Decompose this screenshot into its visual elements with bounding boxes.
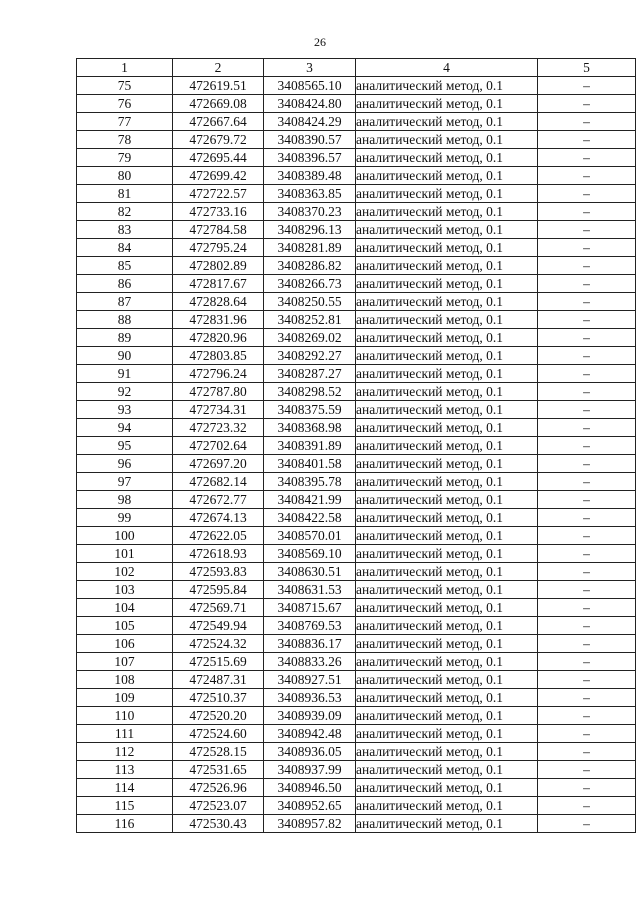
y-coordinate-cell: 3408939.09 bbox=[264, 707, 356, 725]
method-cell: аналитический метод, 0.1 bbox=[356, 743, 538, 761]
point-number-cell: 100 bbox=[77, 527, 173, 545]
y-coordinate-cell: 3408424.80 bbox=[264, 95, 356, 113]
method-cell: аналитический метод, 0.1 bbox=[356, 761, 538, 779]
table-row bbox=[77, 401, 636, 419]
table-row bbox=[77, 419, 636, 437]
y-coordinate-cell: 3408391.89 bbox=[264, 437, 356, 455]
method-cell: аналитический метод, 0.1 bbox=[356, 203, 538, 221]
y-coordinate-cell: 3408565.10 bbox=[264, 77, 356, 95]
point-number-cell: 111 bbox=[77, 725, 173, 743]
method-cell: аналитический метод, 0.1 bbox=[356, 491, 538, 509]
point-number-cell: 110 bbox=[77, 707, 173, 725]
table-row bbox=[77, 455, 636, 473]
x-coordinate-cell: 472796.24 bbox=[173, 365, 264, 383]
point-number-cell: 96 bbox=[77, 455, 173, 473]
method-cell: аналитический метод, 0.1 bbox=[356, 437, 538, 455]
method-cell: аналитический метод, 0.1 bbox=[356, 545, 538, 563]
value-cell: – bbox=[538, 527, 636, 545]
value-cell: – bbox=[538, 779, 636, 797]
value-cell: – bbox=[538, 689, 636, 707]
x-coordinate-cell: 472530.43 bbox=[173, 815, 264, 833]
table-row bbox=[77, 473, 636, 491]
y-coordinate-cell: 3408424.29 bbox=[264, 113, 356, 131]
method-cell: аналитический метод, 0.1 bbox=[356, 653, 538, 671]
table-row bbox=[77, 671, 636, 689]
x-coordinate-cell: 472526.96 bbox=[173, 779, 264, 797]
method-cell: аналитический метод, 0.1 bbox=[356, 221, 538, 239]
y-coordinate-cell: 3408375.59 bbox=[264, 401, 356, 419]
column-header-5: 5 bbox=[538, 59, 636, 77]
x-coordinate-cell: 472702.64 bbox=[173, 437, 264, 455]
y-coordinate-cell: 3408569.10 bbox=[264, 545, 356, 563]
y-coordinate-cell: 3408421.99 bbox=[264, 491, 356, 509]
value-cell: – bbox=[538, 491, 636, 509]
x-coordinate-cell: 472734.31 bbox=[173, 401, 264, 419]
method-cell: аналитический метод, 0.1 bbox=[356, 185, 538, 203]
x-coordinate-cell: 472618.93 bbox=[173, 545, 264, 563]
point-number-cell: 94 bbox=[77, 419, 173, 437]
table-row bbox=[77, 761, 636, 779]
point-number-cell: 82 bbox=[77, 203, 173, 221]
x-coordinate-cell: 472803.85 bbox=[173, 347, 264, 365]
method-cell: аналитический метод, 0.1 bbox=[356, 527, 538, 545]
table-row bbox=[77, 635, 636, 653]
table-row bbox=[77, 311, 636, 329]
method-cell: аналитический метод, 0.1 bbox=[356, 257, 538, 275]
point-number-cell: 87 bbox=[77, 293, 173, 311]
table-row bbox=[77, 653, 636, 671]
x-coordinate-cell: 472515.69 bbox=[173, 653, 264, 671]
method-cell: аналитический метод, 0.1 bbox=[356, 815, 538, 833]
x-coordinate-cell: 472784.58 bbox=[173, 221, 264, 239]
method-cell: аналитический метод, 0.1 bbox=[356, 167, 538, 185]
x-coordinate-cell: 472699.42 bbox=[173, 167, 264, 185]
value-cell: – bbox=[538, 131, 636, 149]
table-row bbox=[77, 617, 636, 635]
table-row bbox=[77, 581, 636, 599]
point-number-cell: 84 bbox=[77, 239, 173, 257]
y-coordinate-cell: 3408936.53 bbox=[264, 689, 356, 707]
y-coordinate-cell: 3408833.26 bbox=[264, 653, 356, 671]
point-number-cell: 109 bbox=[77, 689, 173, 707]
x-coordinate-cell: 472787.80 bbox=[173, 383, 264, 401]
x-coordinate-cell: 472669.08 bbox=[173, 95, 264, 113]
value-cell: – bbox=[538, 77, 636, 95]
table-body bbox=[77, 77, 636, 833]
point-number-cell: 89 bbox=[77, 329, 173, 347]
point-number-cell: 114 bbox=[77, 779, 173, 797]
method-cell: аналитический метод, 0.1 bbox=[356, 77, 538, 95]
x-coordinate-cell: 472549.94 bbox=[173, 617, 264, 635]
table-row bbox=[77, 257, 636, 275]
method-cell: аналитический метод, 0.1 bbox=[356, 347, 538, 365]
point-number-cell: 76 bbox=[77, 95, 173, 113]
table-row bbox=[77, 239, 636, 257]
point-number-cell: 105 bbox=[77, 617, 173, 635]
point-number-cell: 97 bbox=[77, 473, 173, 491]
point-number-cell: 116 bbox=[77, 815, 173, 833]
y-coordinate-cell: 3408401.58 bbox=[264, 455, 356, 473]
x-coordinate-cell: 472679.72 bbox=[173, 131, 264, 149]
x-coordinate-cell: 472697.20 bbox=[173, 455, 264, 473]
column-header-3: 3 bbox=[264, 59, 356, 77]
table-row bbox=[77, 113, 636, 131]
y-coordinate-cell: 3408942.48 bbox=[264, 725, 356, 743]
value-cell: – bbox=[538, 275, 636, 293]
table-row bbox=[77, 347, 636, 365]
table-row bbox=[77, 149, 636, 167]
value-cell: – bbox=[538, 239, 636, 257]
x-coordinate-cell: 472672.77 bbox=[173, 491, 264, 509]
table-row bbox=[77, 365, 636, 383]
y-coordinate-cell: 3408390.57 bbox=[264, 131, 356, 149]
value-cell: – bbox=[538, 707, 636, 725]
method-cell: аналитический метод, 0.1 bbox=[356, 365, 538, 383]
method-cell: аналитический метод, 0.1 bbox=[356, 455, 538, 473]
point-number-cell: 78 bbox=[77, 131, 173, 149]
y-coordinate-cell: 3408292.27 bbox=[264, 347, 356, 365]
point-number-cell: 93 bbox=[77, 401, 173, 419]
value-cell: – bbox=[538, 347, 636, 365]
x-coordinate-cell: 472817.67 bbox=[173, 275, 264, 293]
table-row bbox=[77, 275, 636, 293]
x-coordinate-cell: 472828.64 bbox=[173, 293, 264, 311]
y-coordinate-cell: 3408368.98 bbox=[264, 419, 356, 437]
x-coordinate-cell: 472510.37 bbox=[173, 689, 264, 707]
value-cell: – bbox=[538, 293, 636, 311]
value-cell: – bbox=[538, 455, 636, 473]
value-cell: – bbox=[538, 113, 636, 131]
table-row bbox=[77, 329, 636, 347]
value-cell: – bbox=[538, 563, 636, 581]
method-cell: аналитический метод, 0.1 bbox=[356, 689, 538, 707]
table-row bbox=[77, 797, 636, 815]
y-coordinate-cell: 3408952.65 bbox=[264, 797, 356, 815]
point-number-cell: 107 bbox=[77, 653, 173, 671]
method-cell: аналитический метод, 0.1 bbox=[356, 275, 538, 293]
x-coordinate-cell: 472695.44 bbox=[173, 149, 264, 167]
point-number-cell: 85 bbox=[77, 257, 173, 275]
value-cell: – bbox=[538, 401, 636, 419]
x-coordinate-cell: 472524.60 bbox=[173, 725, 264, 743]
point-number-cell: 77 bbox=[77, 113, 173, 131]
value-cell: – bbox=[538, 203, 636, 221]
table-row bbox=[77, 95, 636, 113]
point-number-cell: 102 bbox=[77, 563, 173, 581]
x-coordinate-cell: 472622.05 bbox=[173, 527, 264, 545]
table-row bbox=[77, 437, 636, 455]
column-header-1: 1 bbox=[77, 59, 173, 77]
value-cell: – bbox=[538, 797, 636, 815]
y-coordinate-cell: 3408269.02 bbox=[264, 329, 356, 347]
point-number-cell: 99 bbox=[77, 509, 173, 527]
x-coordinate-cell: 472569.71 bbox=[173, 599, 264, 617]
value-cell: – bbox=[538, 311, 636, 329]
point-number-cell: 81 bbox=[77, 185, 173, 203]
value-cell: – bbox=[538, 599, 636, 617]
x-coordinate-cell: 472593.83 bbox=[173, 563, 264, 581]
value-cell: – bbox=[538, 149, 636, 167]
method-cell: аналитический метод, 0.1 bbox=[356, 563, 538, 581]
method-cell: аналитический метод, 0.1 bbox=[356, 581, 538, 599]
point-number-cell: 106 bbox=[77, 635, 173, 653]
method-cell: аналитический метод, 0.1 bbox=[356, 797, 538, 815]
y-coordinate-cell: 3408287.27 bbox=[264, 365, 356, 383]
x-coordinate-cell: 472487.31 bbox=[173, 671, 264, 689]
point-number-cell: 101 bbox=[77, 545, 173, 563]
table-row bbox=[77, 491, 636, 509]
point-number-cell: 108 bbox=[77, 671, 173, 689]
method-cell: аналитический метод, 0.1 bbox=[356, 617, 538, 635]
value-cell: – bbox=[538, 383, 636, 401]
y-coordinate-cell: 3408836.17 bbox=[264, 635, 356, 653]
point-number-cell: 95 bbox=[77, 437, 173, 455]
table-row bbox=[77, 545, 636, 563]
value-cell: – bbox=[538, 419, 636, 437]
value-cell: – bbox=[538, 635, 636, 653]
x-coordinate-cell: 472723.32 bbox=[173, 419, 264, 437]
x-coordinate-cell: 472733.16 bbox=[173, 203, 264, 221]
y-coordinate-cell: 3408396.57 bbox=[264, 149, 356, 167]
value-cell: – bbox=[538, 653, 636, 671]
point-number-cell: 88 bbox=[77, 311, 173, 329]
point-number-cell: 103 bbox=[77, 581, 173, 599]
method-cell: аналитический метод, 0.1 bbox=[356, 95, 538, 113]
table-header-row bbox=[77, 59, 636, 77]
value-cell: – bbox=[538, 437, 636, 455]
value-cell: – bbox=[538, 95, 636, 113]
y-coordinate-cell: 3408286.82 bbox=[264, 257, 356, 275]
point-number-cell: 92 bbox=[77, 383, 173, 401]
method-cell: аналитический метод, 0.1 bbox=[356, 635, 538, 653]
y-coordinate-cell: 3408422.58 bbox=[264, 509, 356, 527]
table-row bbox=[77, 293, 636, 311]
table-row bbox=[77, 221, 636, 239]
method-cell: аналитический метод, 0.1 bbox=[356, 383, 538, 401]
table-row bbox=[77, 725, 636, 743]
x-coordinate-cell: 472595.84 bbox=[173, 581, 264, 599]
x-coordinate-cell: 472524.32 bbox=[173, 635, 264, 653]
y-coordinate-cell: 3408957.82 bbox=[264, 815, 356, 833]
method-cell: аналитический метод, 0.1 bbox=[356, 113, 538, 131]
x-coordinate-cell: 472831.96 bbox=[173, 311, 264, 329]
value-cell: – bbox=[538, 581, 636, 599]
table-row bbox=[77, 707, 636, 725]
method-cell: аналитический метод, 0.1 bbox=[356, 473, 538, 491]
value-cell: – bbox=[538, 473, 636, 491]
point-number-cell: 86 bbox=[77, 275, 173, 293]
y-coordinate-cell: 3408266.73 bbox=[264, 275, 356, 293]
value-cell: – bbox=[538, 815, 636, 833]
y-coordinate-cell: 3408395.78 bbox=[264, 473, 356, 491]
value-cell: – bbox=[538, 365, 636, 383]
x-coordinate-cell: 472523.07 bbox=[173, 797, 264, 815]
y-coordinate-cell: 3408281.89 bbox=[264, 239, 356, 257]
table-row bbox=[77, 815, 636, 833]
point-number-cell: 113 bbox=[77, 761, 173, 779]
point-number-cell: 83 bbox=[77, 221, 173, 239]
y-coordinate-cell: 3408298.52 bbox=[264, 383, 356, 401]
table-row bbox=[77, 689, 636, 707]
point-number-cell: 98 bbox=[77, 491, 173, 509]
value-cell: – bbox=[538, 167, 636, 185]
point-number-cell: 104 bbox=[77, 599, 173, 617]
y-coordinate-cell: 3408389.48 bbox=[264, 167, 356, 185]
value-cell: – bbox=[538, 761, 636, 779]
y-coordinate-cell: 3408715.67 bbox=[264, 599, 356, 617]
y-coordinate-cell: 3408936.05 bbox=[264, 743, 356, 761]
column-header-2: 2 bbox=[173, 59, 264, 77]
method-cell: аналитический метод, 0.1 bbox=[356, 311, 538, 329]
point-number-cell: 75 bbox=[77, 77, 173, 95]
method-cell: аналитический метод, 0.1 bbox=[356, 401, 538, 419]
y-coordinate-cell: 3408937.99 bbox=[264, 761, 356, 779]
table-row bbox=[77, 167, 636, 185]
value-cell: – bbox=[538, 257, 636, 275]
method-cell: аналитический метод, 0.1 bbox=[356, 329, 538, 347]
x-coordinate-cell: 472520.20 bbox=[173, 707, 264, 725]
y-coordinate-cell: 3408631.53 bbox=[264, 581, 356, 599]
method-cell: аналитический метод, 0.1 bbox=[356, 239, 538, 257]
value-cell: – bbox=[538, 545, 636, 563]
x-coordinate-cell: 472820.96 bbox=[173, 329, 264, 347]
table-row bbox=[77, 779, 636, 797]
y-coordinate-cell: 3408363.85 bbox=[264, 185, 356, 203]
table-row bbox=[77, 509, 636, 527]
x-coordinate-cell: 472667.64 bbox=[173, 113, 264, 131]
x-coordinate-cell: 472802.89 bbox=[173, 257, 264, 275]
method-cell: аналитический метод, 0.1 bbox=[356, 779, 538, 797]
y-coordinate-cell: 3408296.13 bbox=[264, 221, 356, 239]
method-cell: аналитический метод, 0.1 bbox=[356, 671, 538, 689]
table-row bbox=[77, 527, 636, 545]
y-coordinate-cell: 3408370.23 bbox=[264, 203, 356, 221]
y-coordinate-cell: 3408927.51 bbox=[264, 671, 356, 689]
table-row bbox=[77, 563, 636, 581]
value-cell: – bbox=[538, 617, 636, 635]
point-number-cell: 112 bbox=[77, 743, 173, 761]
value-cell: – bbox=[538, 221, 636, 239]
page-number: 26 bbox=[314, 35, 326, 49]
x-coordinate-cell: 472619.51 bbox=[173, 77, 264, 95]
point-number-cell: 80 bbox=[77, 167, 173, 185]
table-row bbox=[77, 185, 636, 203]
point-number-cell: 115 bbox=[77, 797, 173, 815]
x-coordinate-cell: 472682.14 bbox=[173, 473, 264, 491]
value-cell: – bbox=[538, 185, 636, 203]
x-coordinate-cell: 472674.13 bbox=[173, 509, 264, 527]
value-cell: – bbox=[538, 509, 636, 527]
y-coordinate-cell: 3408570.01 bbox=[264, 527, 356, 545]
y-coordinate-cell: 3408250.55 bbox=[264, 293, 356, 311]
coordinates-table bbox=[76, 58, 636, 833]
method-cell: аналитический метод, 0.1 bbox=[356, 707, 538, 725]
x-coordinate-cell: 472531.65 bbox=[173, 761, 264, 779]
x-coordinate-cell: 472795.24 bbox=[173, 239, 264, 257]
value-cell: – bbox=[538, 743, 636, 761]
table-row bbox=[77, 203, 636, 221]
point-number-cell: 90 bbox=[77, 347, 173, 365]
y-coordinate-cell: 3408769.53 bbox=[264, 617, 356, 635]
method-cell: аналитический метод, 0.1 bbox=[356, 725, 538, 743]
method-cell: аналитический метод, 0.1 bbox=[356, 509, 538, 527]
method-cell: аналитический метод, 0.1 bbox=[356, 149, 538, 167]
point-number-cell: 79 bbox=[77, 149, 173, 167]
method-cell: аналитический метод, 0.1 bbox=[356, 293, 538, 311]
column-header-4: 4 bbox=[356, 59, 538, 77]
table-row bbox=[77, 77, 636, 95]
table-row bbox=[77, 743, 636, 761]
value-cell: – bbox=[538, 725, 636, 743]
x-coordinate-cell: 472722.57 bbox=[173, 185, 264, 203]
method-cell: аналитический метод, 0.1 bbox=[356, 599, 538, 617]
method-cell: аналитический метод, 0.1 bbox=[356, 419, 538, 437]
y-coordinate-cell: 3408252.81 bbox=[264, 311, 356, 329]
table-row bbox=[77, 599, 636, 617]
value-cell: – bbox=[538, 329, 636, 347]
y-coordinate-cell: 3408946.50 bbox=[264, 779, 356, 797]
table-row bbox=[77, 383, 636, 401]
y-coordinate-cell: 3408630.51 bbox=[264, 563, 356, 581]
method-cell: аналитический метод, 0.1 bbox=[356, 131, 538, 149]
point-number-cell: 91 bbox=[77, 365, 173, 383]
value-cell: – bbox=[538, 671, 636, 689]
x-coordinate-cell: 472528.15 bbox=[173, 743, 264, 761]
table-row bbox=[77, 131, 636, 149]
